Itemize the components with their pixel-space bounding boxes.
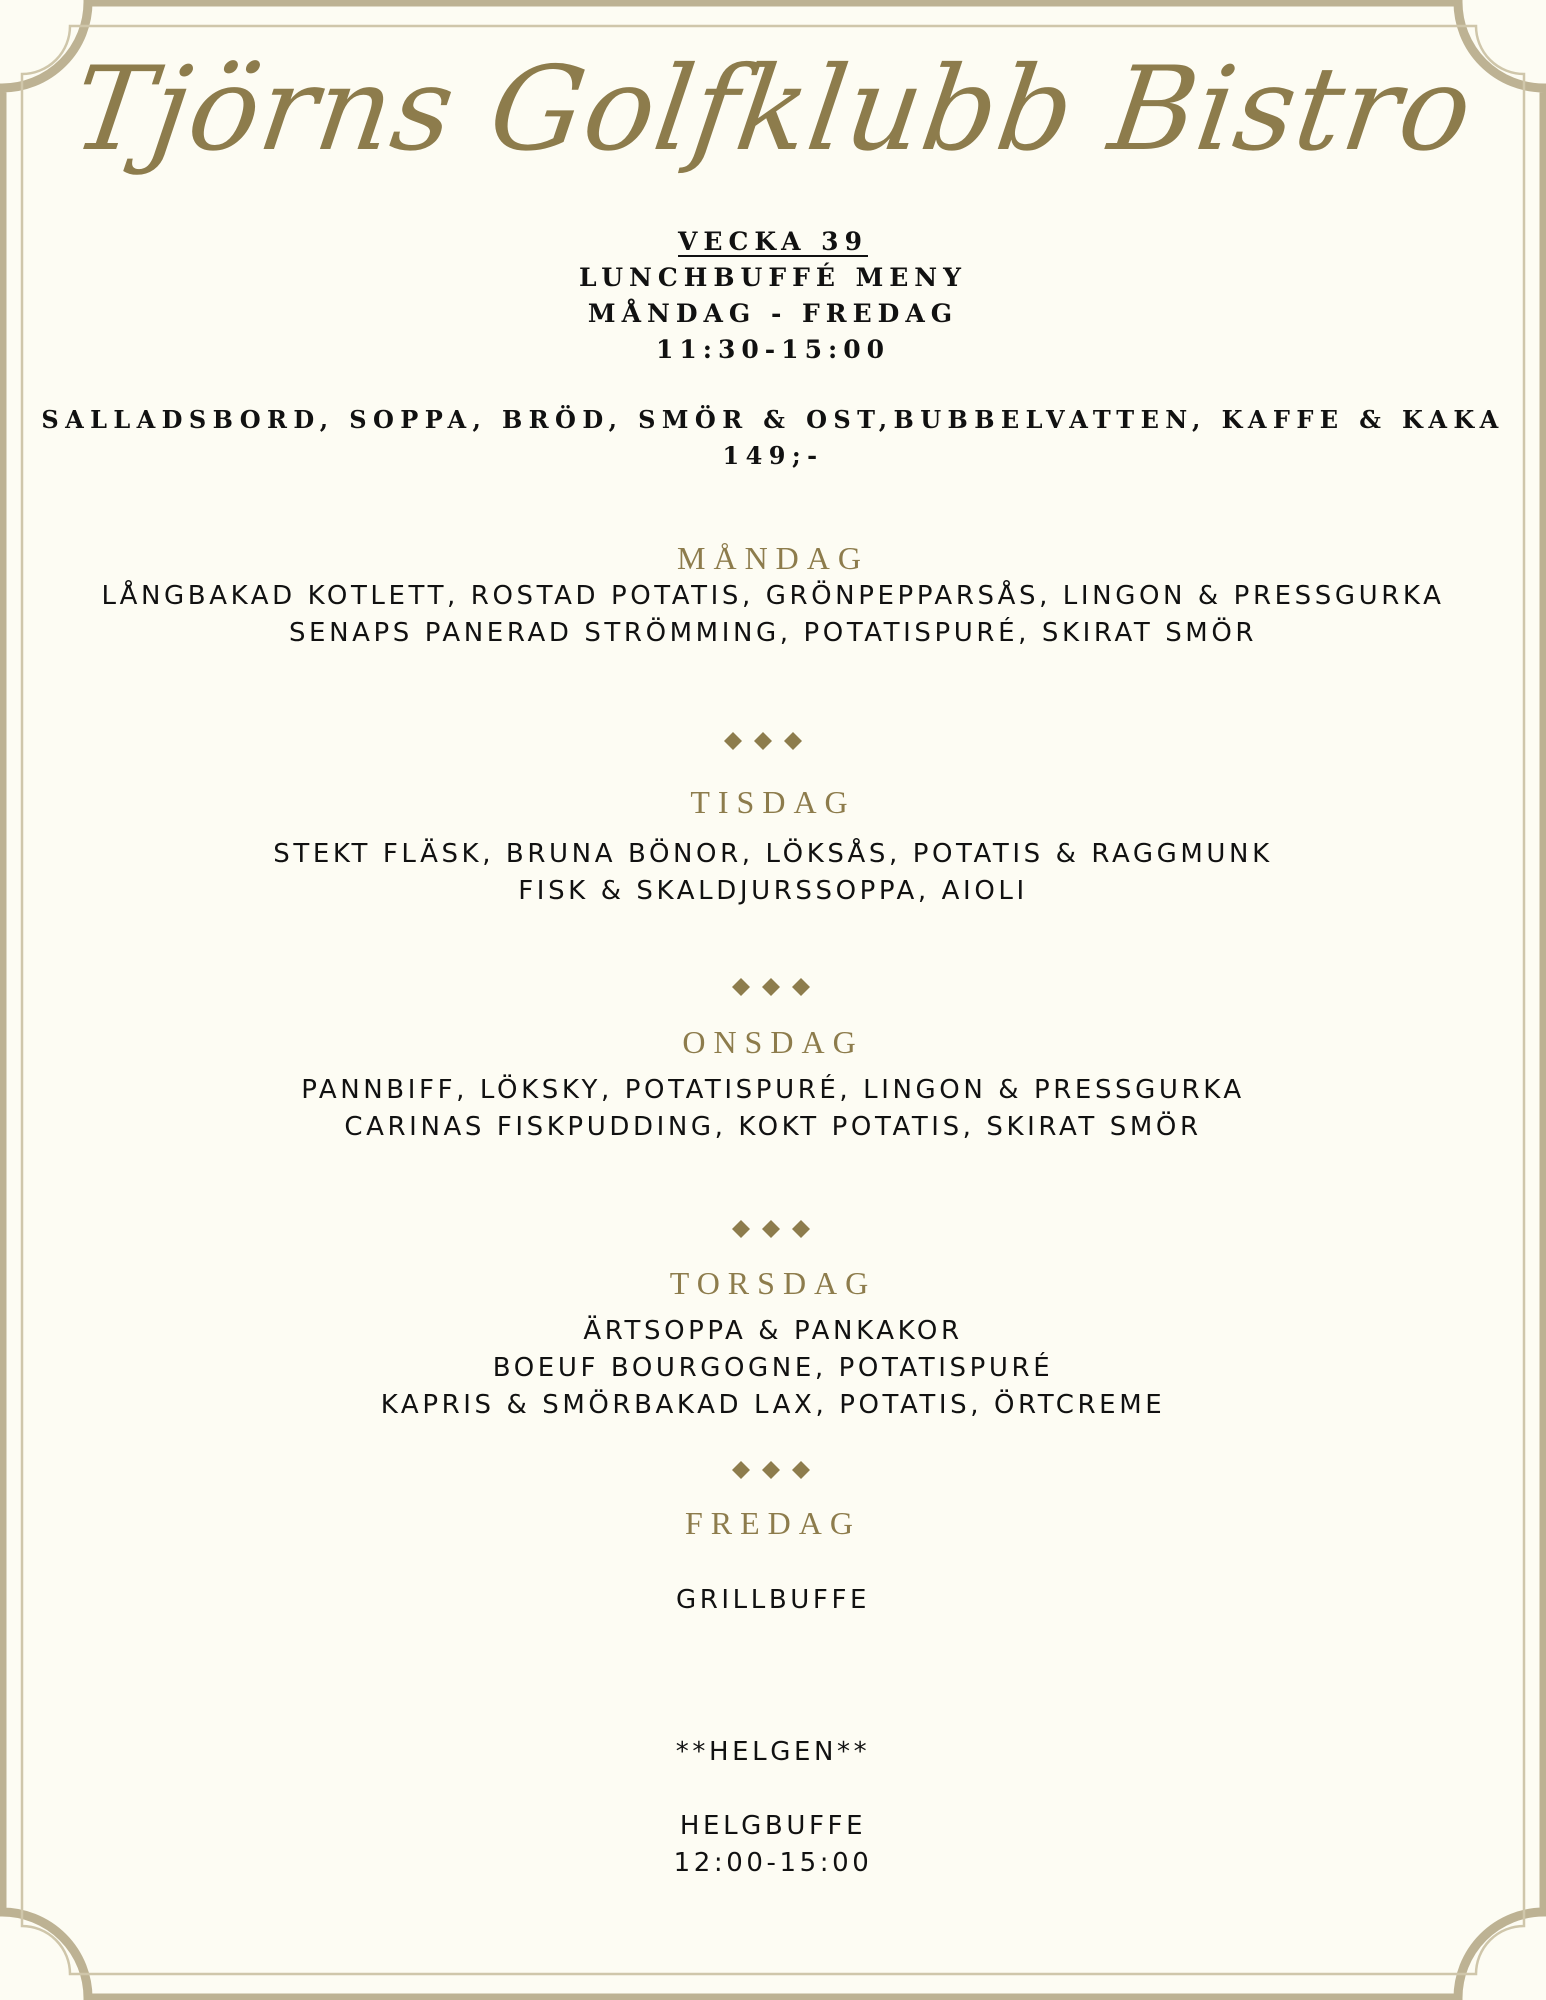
dish-item: GRILLBUFFE (675, 1585, 871, 1615)
restaurant-title: Tjörns Golfklubb Bistro (65, 42, 1481, 177)
buffet-price: 149;- (722, 441, 824, 470)
weekend-hours: 12:00-15:00 (673, 1848, 873, 1878)
week-number: VECKA 39 (678, 227, 868, 256)
dish-item: PANNBIFF, LÖKSKY, POTATISPURÉ, LINGON & PRESSGURKA (301, 1075, 1245, 1105)
lunch-hours: 11:30-15:00 (656, 335, 890, 364)
dish-item: ÄRTSOPPA & PANKAKOR (583, 1316, 963, 1346)
dish-item: STEKT FLÄSK, BRUNA BÖNOR, LÖKSÅS, POTATIS & RAGGMUNK (273, 839, 1273, 869)
day-heading-onsdag: ONSDAG (682, 1024, 864, 1060)
diamond-divider-icon (718, 730, 808, 752)
dish-item: BOEUF BOURGOGNE, POTATISPURÉ (492, 1353, 1054, 1383)
dish-item: FISK & SKALDJURSSOPPA, AIOLI (518, 876, 1028, 906)
day-heading-torsdag: TORSDAG (669, 1265, 877, 1301)
diamond-divider-icon (726, 1459, 816, 1481)
weekday-range: MÅNDAG - FREDAG (587, 299, 959, 328)
menu-type: LUNCHBUFFÉ MENY (579, 263, 967, 292)
buffet-includes: SALLADSBORD, SOPPA, BRÖD, SMÖR & OST,BUBBELVATTEN, KAFFE & KAKA (41, 405, 1505, 434)
diamond-divider-icon (726, 976, 816, 998)
menu-header (0, 224, 1546, 368)
dish-item: KAPRIS & SMÖRBAKAD LAX, POTATIS, ÖRTCREME (380, 1390, 1166, 1420)
diamond-divider-icon (726, 1218, 816, 1240)
dish-item: LÅNGBAKAD KOTLETT, ROSTAD POTATIS, GRÖNPEPPARSÅS, LINGON & PRESSGURKA (101, 581, 1445, 611)
buffet-info (0, 402, 1546, 474)
weekend-buffet: HELGBUFFE (679, 1811, 867, 1841)
dish-item: SENAPS PANERAD STRÖMMING, POTATISPURÉ, SKIRAT SMÖR (288, 618, 1258, 648)
dish-item: CARINAS FISKPUDDING, KOKT POTATIS, SKIRAT SMÖR (344, 1112, 1202, 1142)
weekend-heading: **HELGEN** (675, 1737, 871, 1767)
day-heading-mandag: MÅNDAG (677, 540, 869, 576)
day-heading-fredag: FREDAG (684, 1505, 861, 1541)
day-heading-tisdag: TISDAG (690, 784, 856, 820)
